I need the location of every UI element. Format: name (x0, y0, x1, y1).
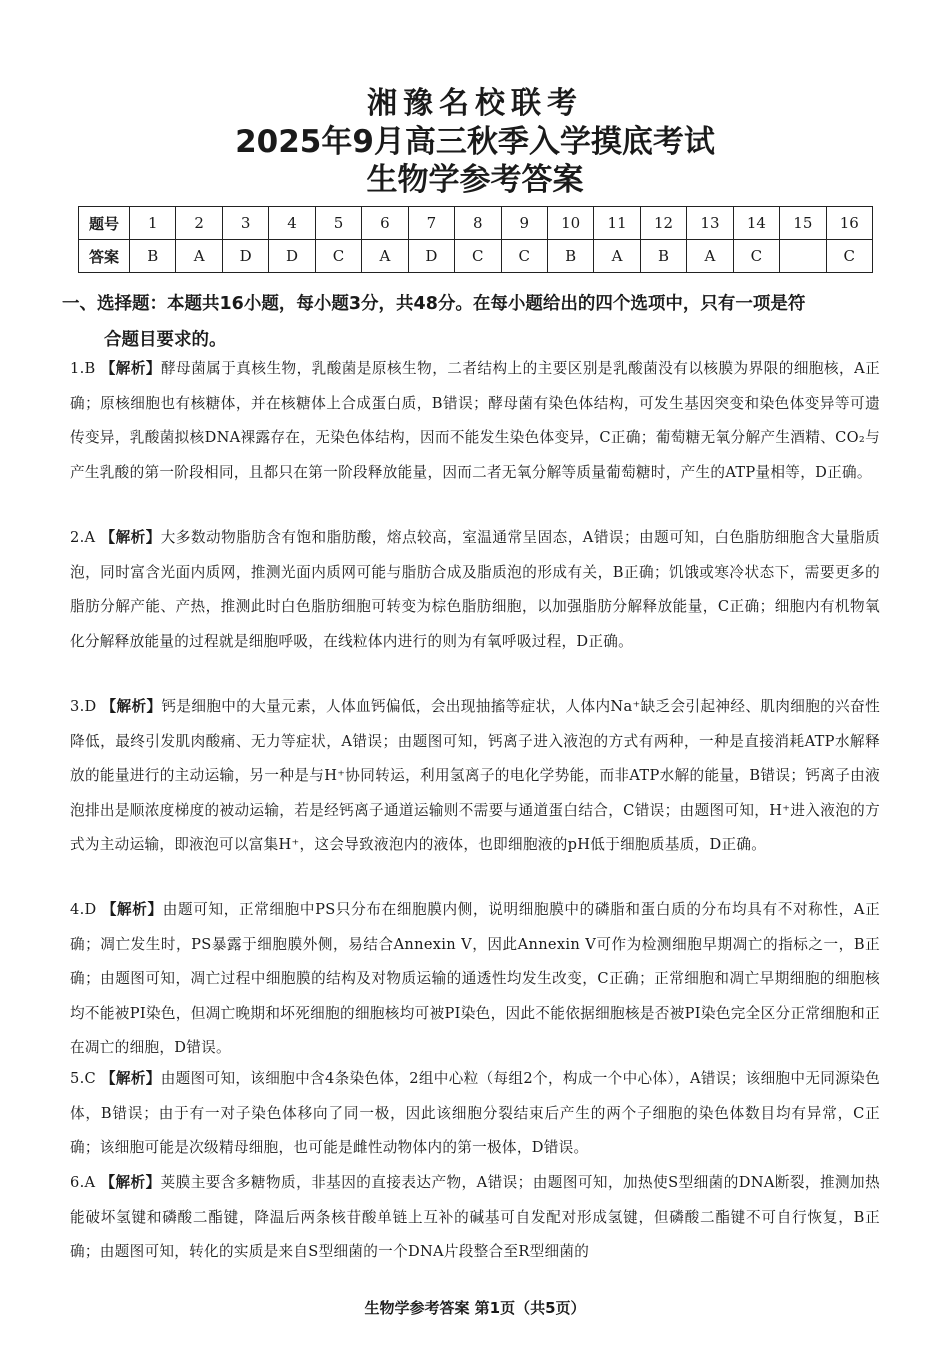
question-number-cell: 8 (455, 207, 501, 240)
answer-row (79, 240, 873, 273)
exam-name-title: 2025年9月高三秋季入学摸底考试 (235, 124, 715, 160)
answer-cell: C (455, 240, 501, 273)
question-number-cell: 9 (501, 207, 547, 240)
item-tag: 【解析】 (100, 1070, 161, 1087)
item-text: 大多数动物脂肪含有饱和脂肪酸，熔点较高，室温通常呈固态，A错误；由题可知，白色脂肪细胞含大量脂质泡，同时富含光面内质网，推测光面内质网可能与脂肪合成及脂质泡的形成有关，B正确；饥饿或寒冷状态下，需要更多的脂肪分解产能、产热，推测此时白色脂肪细胞可转变为棕色脂肪细胞，以加强脂肪分解释放能量，C正确；细胞内有机物氧化分解释放能量的过程就是细胞呼吸，在线粒体内进行的则为有氧呼吸过程，D正确。 (70, 529, 880, 650)
question-number-cell: 3 (222, 207, 268, 240)
answer-cell: A (594, 240, 640, 273)
item-number: 3.D (70, 698, 97, 715)
answer-cell: A (687, 240, 733, 273)
answer-cell: C (826, 240, 872, 273)
question-number-cell: 1 (130, 207, 176, 240)
question-number-cell: 15 (780, 207, 826, 240)
answer-table (78, 206, 873, 273)
answer-cell (780, 240, 826, 273)
answer-cell: C (315, 240, 361, 273)
section-heading (62, 286, 892, 358)
item-number: 2.A (70, 529, 96, 546)
item-tag: 【解析】 (100, 1174, 161, 1191)
item-tag: 【解析】 (101, 901, 163, 918)
explanation-item-3 (70, 690, 880, 863)
question-number-cell: 10 (547, 207, 593, 240)
item-number: 5.C (70, 1070, 96, 1087)
section-heading-line2: 合题目要求的。 (104, 330, 227, 350)
question-number-cell: 14 (733, 207, 779, 240)
question-number-row (79, 207, 873, 240)
answer-cell: A (362, 240, 408, 273)
explanation-item-4 (70, 893, 880, 1066)
answer-cell: D (408, 240, 454, 273)
explanation-item-1 (70, 352, 880, 490)
answer-cell: C (733, 240, 779, 273)
item-text: 酵母菌属于真核生物，乳酸菌是原核生物，二者结构上的主要区别是乳酸菌没有以核膜为界限的细胞核，A正确；原核细胞也有核糖体，并在核糖体上合成蛋白质，B错误；酵母菌有染色体结构，可发生基因突变和染色体变异等可遗传变异，乳酸菌拟核DNA裸露存在，无染色体结构，因而不能发生染色体变异，C正确；葡萄糖无氧分解产生酒精、CO₂与产生乳酸的第一阶段相同，且都只在第一阶段释放能量，因而二者无氧分解等质量葡萄糖时，产生的ATP量相等，D正确。 (70, 360, 880, 481)
item-text: 荚膜主要含多糖物质，非基因的直接表达产物，A错误；由题图可知，加热使S型细菌的DNA断裂，推测加热能破坏氢键和磷酸二酯键，降温后两条核苷酸单链上互补的碱基可自发配对形成氢键，但磷酸二酯键不可自行恢复，B正确；由题图可知，转化的实质是来自S型细菌的一个DNA片段整合至R型细菌的 (70, 1174, 880, 1260)
section-heading-line1: 一、选择题：本题共16小题，每小题3分，共48分。在每小题给出的四个选项中，只有一项是符 (62, 294, 806, 314)
row-label-question: 题号 (79, 207, 130, 240)
explanation-item-6 (70, 1166, 880, 1270)
row-label-answer: 答案 (79, 240, 130, 273)
answer-cell: B (130, 240, 176, 273)
exam-union-title: 湘豫名校联考 (367, 86, 583, 121)
answer-cell: B (547, 240, 593, 273)
item-tag: 【解析】 (101, 698, 162, 715)
question-number-cell: 11 (594, 207, 640, 240)
item-tag: 【解析】 (100, 360, 161, 377)
question-number-cell: 13 (687, 207, 733, 240)
question-number-cell: 4 (269, 207, 315, 240)
answer-cell: D (222, 240, 268, 273)
question-number-cell: 6 (362, 207, 408, 240)
explanation-item-2 (70, 521, 880, 659)
explanation-item-5 (70, 1062, 880, 1166)
answer-cell: C (501, 240, 547, 273)
item-text: 由题图可知，该细胞中含4条染色体，2组中心粒（每组2个，构成一个中心体），A错误；该细胞中无同源染色体，B错误；由于有一对子染色体移向了同一极，因此该细胞分裂结束后产生的两个子细胞的染色体数目均有异常，C正确；该细胞可能是次级精母细胞，也可能是雌性动物体内的第一极体，D错误。 (70, 1070, 880, 1156)
item-text: 由题可知，正常细胞中PS只分布在细胞膜内侧，说明细胞膜中的磷脂和蛋白质的分布均具有不对称性，A正确；凋亡发生时，PS暴露于细胞膜外侧，易结合Annexin V，因此Annexin V可作为检测细胞早期凋亡的指标之一，B正确；由题图可知，凋亡过程中细胞膜的结构及对物质运输的通透性均发生改变，C正确；正常细胞和凋亡早期细胞的细胞核均不能被PI染色，但凋亡晚期和坏死细胞的细胞核均可被PI染色，因此不能依据细胞核是否被PI染色完全区分正常细胞和正在凋亡的细胞，D错误。 (70, 901, 880, 1056)
answer-cell: B (640, 240, 686, 273)
item-number: 6.A (70, 1174, 96, 1191)
item-number: 1.B (70, 360, 96, 377)
question-number-cell: 12 (640, 207, 686, 240)
page-footer: 生物学参考答案 第1页（共5页） (364, 1299, 586, 1317)
answer-cell: D (269, 240, 315, 273)
question-number-cell: 5 (315, 207, 361, 240)
question-number-cell: 2 (176, 207, 222, 240)
question-number-cell: 16 (826, 207, 872, 240)
item-text: 钙是细胞中的大量元素，人体血钙偏低，会出现抽搐等症状，人体内Na⁺缺乏会引起神经、肌肉细胞的兴奋性降低，最终引发肌肉酸痛、无力等症状，A错误；由题图可知，钙离子进入液泡的方式有两种，一种是直接消耗ATP水解释放的能量进行的主动运输，另一种是与H⁺协同转运，利用氢离子的电化学势能，而非ATP水解的能量，B错误；钙离子由液泡排出是顺浓度梯度的被动运输，若是经钙离子通道运输则不需要与通道蛋白结合，C错误；由题图可知，H⁺进入液泡的方式为主动运输，即液泡可以富集H⁺，这会导致液泡内的液体，也即细胞液的pH低于细胞质基质，D正确。 (70, 698, 880, 853)
question-number-cell: 7 (408, 207, 454, 240)
subject-answer-title: 生物学参考答案 (366, 162, 584, 198)
answer-cell: A (176, 240, 222, 273)
item-tag: 【解析】 (100, 529, 161, 546)
item-number: 4.D (70, 901, 97, 918)
